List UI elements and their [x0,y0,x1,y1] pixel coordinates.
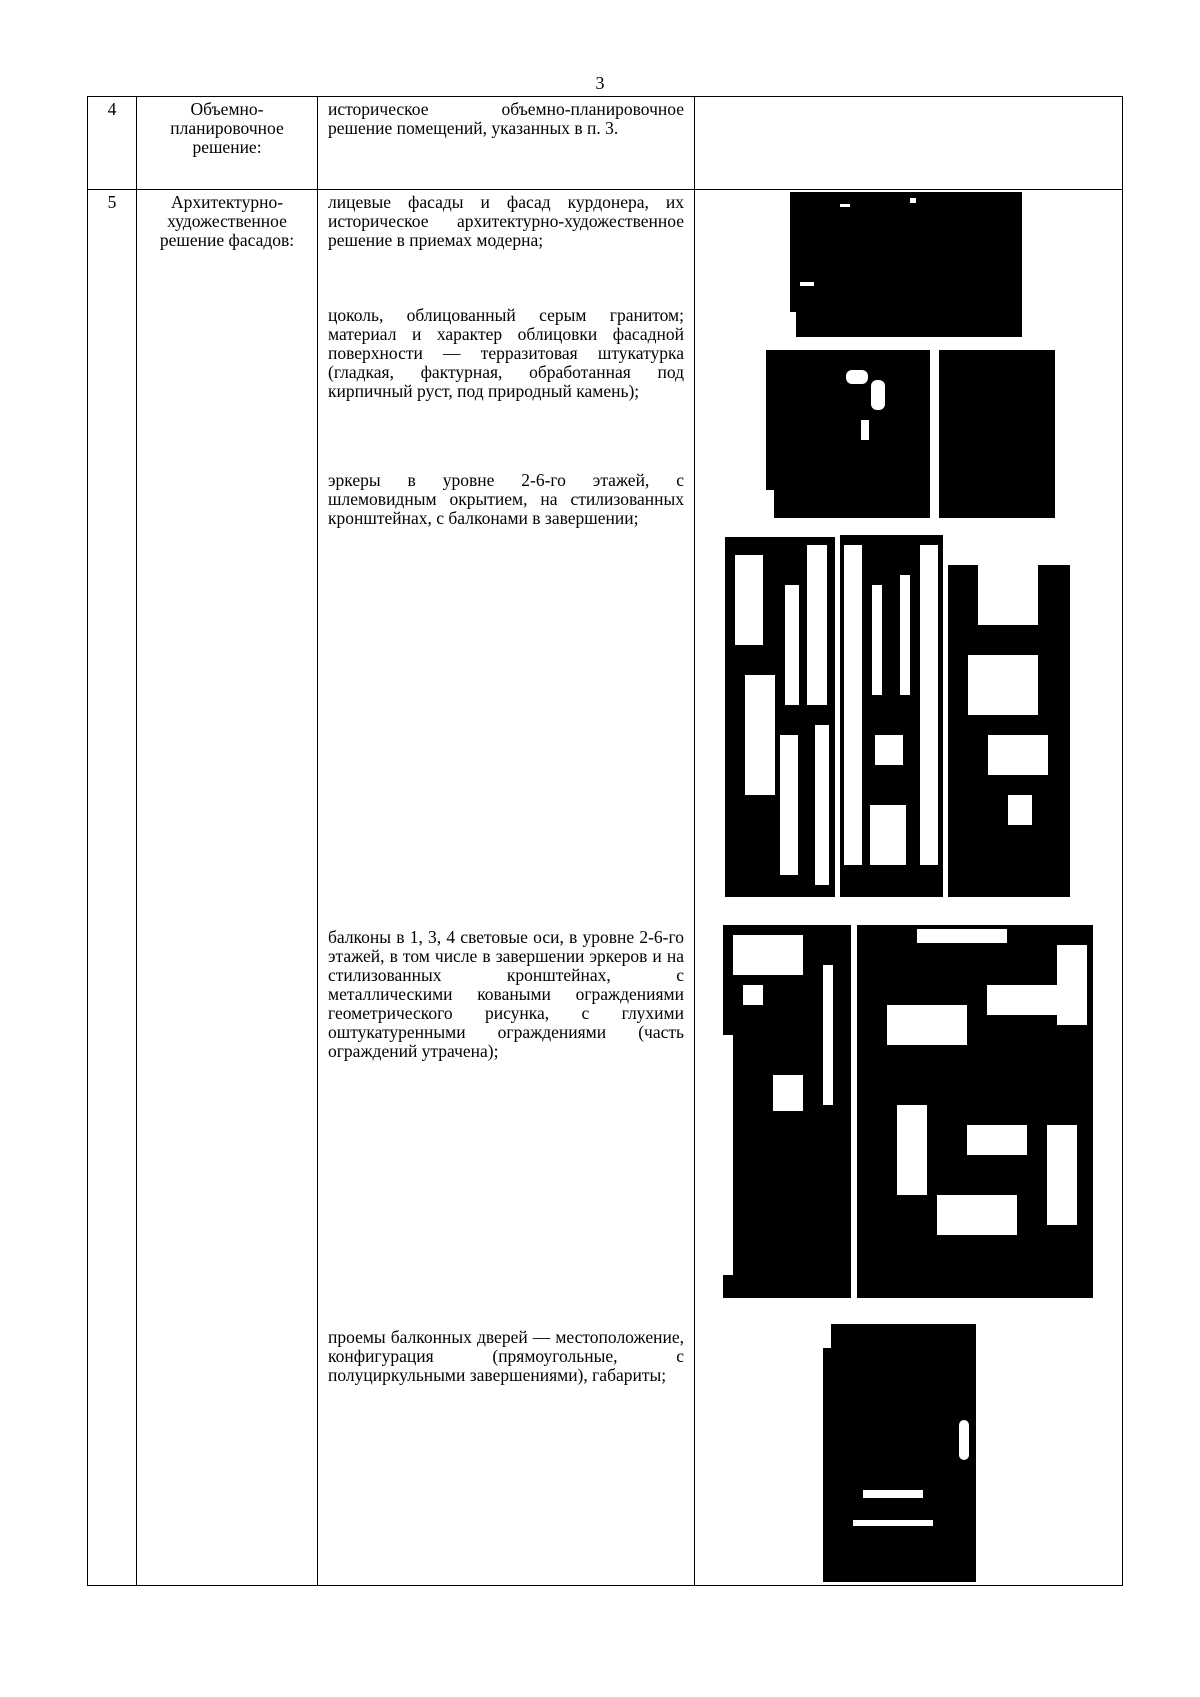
description-paragraph: лицевые фасады и фасад курдонера, их историческое архитектурно-художественное решение в приемах модерна; [328,192,684,250]
row-name: Архитектурно-художественное решение фасадов: [137,190,318,1586]
balcony-door-photo [823,1320,976,1582]
row-name: Объемно-планировочное решение: [137,97,318,190]
description-paragraph: проемы балконных дверей — местоположение, конфигурация (прямоугольные, с полуциркульными завершениями), габариты; [328,1327,684,1385]
bay-window-photo [948,525,1070,897]
plaster-photo [939,350,1055,518]
bay-window-photo [840,525,943,897]
description-paragraph: эркеры в уровне 2-6-го этажей, с шлемовидным окрытием, на стилизованных кронштейнах, с балконами в завершении; [328,470,684,528]
table-row [88,97,1123,190]
description-paragraph: историческое объемно-планировочное решение помещений, указанных в п. 3. [328,99,684,138]
balcony-photo [857,925,1093,1298]
bay-window-photo [725,525,835,897]
page-number: 3 [595,73,605,93]
table-row [88,190,1123,1586]
row-number: 4 [88,97,137,190]
description-paragraph: цоколь, облицованный серым гранитом; материал и характер облицовки фасадной поверхности — терразитовая штукатурка (гладкая, фактурная, обработанная под кирпичный руст, под природный камень); [328,305,684,401]
facade-photo [790,192,1022,337]
row-photos [695,190,1123,1586]
protection-subject-table [87,96,1123,1586]
plinth-photo [766,350,930,518]
row-description [318,97,695,190]
row-description [318,190,695,1586]
row-photos [695,97,1123,190]
description-paragraph: балконы в 1, 3, 4 световые оси, в уровне 2-6-го этажей, в том числе в завершении эркеров и на стилизованных кронштейнах, с металлическими коваными ограждениями геометрического рисунка, с глухими оштукатуренными ограждениями (часть ограждений утрачена); [328,927,684,1061]
row-number: 5 [88,190,137,1586]
balcony-photo [723,925,851,1298]
